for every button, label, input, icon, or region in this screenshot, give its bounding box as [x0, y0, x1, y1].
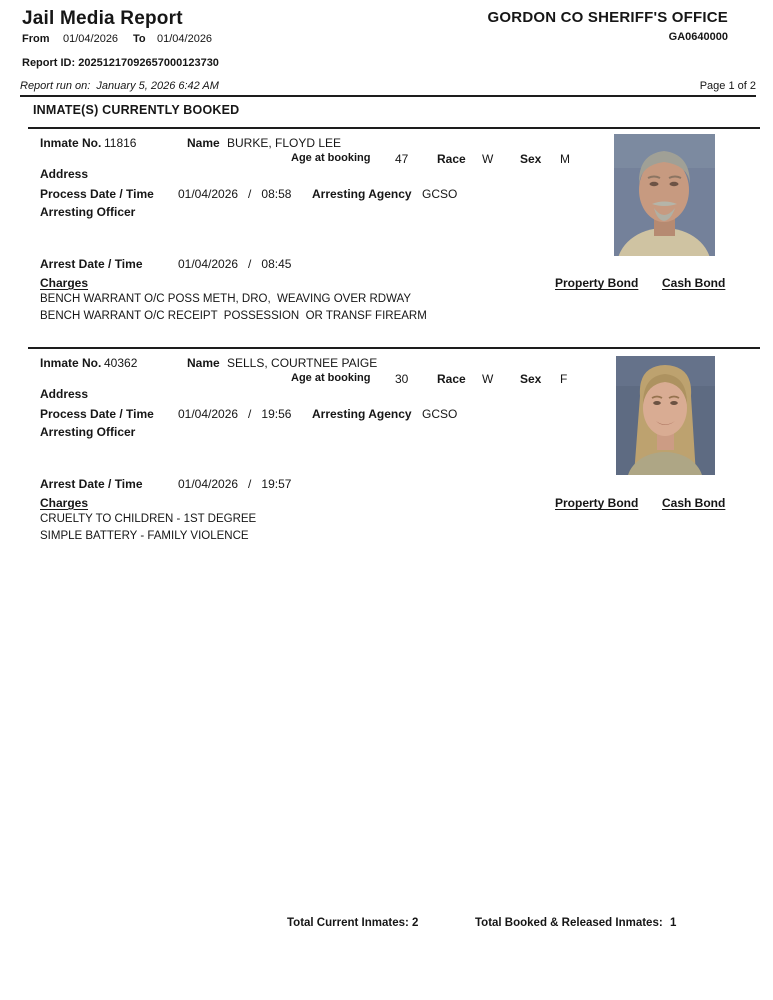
report-title: Jail Media Report	[22, 8, 183, 29]
to-date-value: 01/04/2026	[157, 33, 213, 45]
cash-bond-label: Cash Bond	[662, 276, 726, 290]
address-label: Address	[40, 387, 89, 401]
inmate-block	[28, 347, 760, 562]
sex-label: Sex	[520, 152, 542, 166]
process-datetime-value: 01/04/2026 / 08:58	[178, 187, 292, 201]
total-current-label: Total Current Inmates:	[287, 917, 409, 929]
arresting-agency-label: Arresting Agency	[312, 407, 412, 421]
charge-line: BENCH WARRANT O/C RECEIPT POSSESSION OR TRANSF FIREARM	[40, 310, 427, 322]
name-label: Name	[187, 356, 220, 370]
report-run-on: Report run on: January 5, 2026 6:42 AM	[20, 80, 219, 92]
report-id: Report ID: 20251217092657000123730	[22, 57, 219, 69]
name-label: Name	[187, 136, 220, 150]
from-date-value: 01/04/2026	[63, 33, 119, 45]
header-divider	[20, 95, 756, 97]
age-at-booking-label: Age at booking	[291, 372, 371, 384]
age-at-booking-label: Age at booking	[291, 152, 371, 164]
arresting-officer-label: Arresting Officer	[40, 205, 136, 219]
sex-value: M	[560, 152, 570, 166]
charge-line: SIMPLE BATTERY - FAMILY VIOLENCE	[40, 530, 249, 542]
address-label: Address	[40, 167, 89, 181]
process-datetime-label: Process Date / Time	[40, 407, 154, 421]
inmate-no-value: 11816	[104, 136, 137, 150]
arrest-datetime-value: 01/04/2026 / 19:57	[178, 477, 292, 491]
total-current-value: 2	[412, 917, 419, 929]
agency-ori-code: GA0640000	[668, 31, 728, 43]
race-label: Race	[437, 152, 466, 166]
sheriff-office-name: GORDON CO SHERIFF'S OFFICE	[487, 9, 728, 26]
age-value: 47	[395, 152, 409, 166]
to-label: To	[133, 33, 146, 45]
property-bond-label: Property Bond	[555, 496, 639, 510]
inmate-no-label: Inmate No.	[40, 356, 102, 370]
race-value: W	[482, 152, 494, 166]
inmate-mugshot	[616, 356, 715, 475]
arresting-agency-value: GCSO	[422, 187, 458, 201]
process-datetime-label: Process Date / Time	[40, 187, 154, 201]
page-number: Page 1 of 2	[699, 80, 756, 92]
name-value: SELLS, COURTNEE PAIGE	[227, 356, 378, 370]
inmate-block	[28, 127, 760, 349]
charge-line: CRUELTY TO CHILDREN - 1ST DEGREE	[40, 513, 257, 525]
race-value: W	[482, 372, 494, 386]
race-label: Race	[437, 372, 466, 386]
cash-bond-label: Cash Bond	[662, 496, 726, 510]
inmate-no-label: Inmate No.	[40, 136, 102, 150]
arresting-agency-label: Arresting Agency	[312, 187, 412, 201]
arrest-datetime-label: Arrest Date / Time	[40, 477, 143, 491]
mugshot-female-graphic	[616, 356, 715, 475]
age-value: 30	[395, 372, 409, 386]
process-datetime-value: 01/04/2026 / 19:56	[178, 407, 292, 421]
mugshot-male-graphic	[614, 134, 715, 256]
arrest-datetime-label: Arrest Date / Time	[40, 257, 143, 271]
from-label: From	[22, 33, 50, 45]
charges-label: Charges	[40, 496, 89, 510]
arresting-agency-value: GCSO	[422, 407, 458, 421]
charge-line: BENCH WARRANT O/C POSS METH, DRO, WEAVING OVER RDWAY	[40, 293, 412, 305]
sex-label: Sex	[520, 372, 542, 386]
charges-label: Charges	[40, 276, 89, 290]
property-bond-label: Property Bond	[555, 276, 639, 290]
sex-value: F	[560, 372, 568, 386]
inmate-no-value: 40362	[104, 356, 138, 370]
arresting-officer-label: Arresting Officer	[40, 425, 136, 439]
inmate-mugshot	[614, 134, 715, 256]
arrest-datetime-value: 01/04/2026 / 08:45	[178, 257, 292, 271]
name-value: BURKE, FLOYD LEE	[227, 136, 342, 150]
section-header: INMATE(S) CURRENTLY BOOKED	[33, 103, 240, 117]
total-booked-value: 1	[670, 917, 677, 929]
total-booked-label: Total Booked & Released Inmates:	[475, 917, 663, 929]
